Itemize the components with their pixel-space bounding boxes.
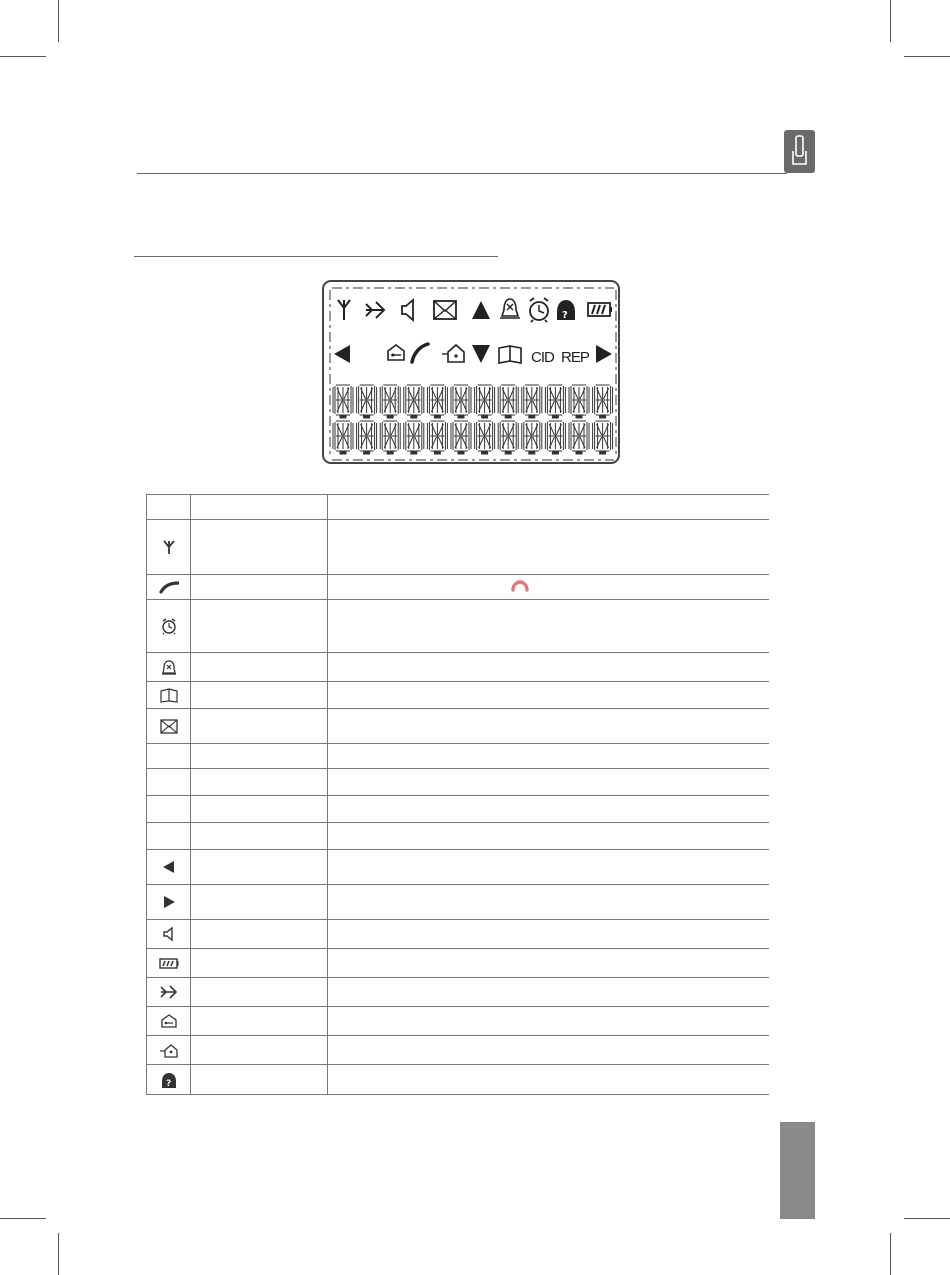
description-cell: [328, 1036, 769, 1065]
lcd-character-cell: [475, 421, 495, 454]
svg-text:?: ?: [562, 310, 568, 321]
description-cell: [328, 1065, 769, 1095]
description-cell: [328, 796, 769, 823]
table-row: [147, 600, 769, 653]
lcd-display: [322, 280, 620, 464]
right-arrow-icon: [159, 892, 179, 912]
right-arrow-icon: [596, 345, 612, 363]
svg-text:?: ?: [165, 1078, 171, 1089]
name-cell: [191, 682, 328, 709]
crop-mark: [890, 1233, 891, 1275]
icon-cell: [147, 575, 191, 600]
lcd-character-cell: [404, 421, 424, 454]
description-cell: [328, 885, 769, 920]
alarm-icon: [530, 298, 548, 322]
name-cell: [191, 823, 328, 850]
lcd-character-cell: [427, 421, 447, 454]
lcd-character-cell: [451, 385, 471, 418]
external-call-icon: [159, 1040, 179, 1060]
icon-cell: [147, 520, 191, 575]
icon-cell: [147, 796, 191, 823]
table-row: [147, 1007, 769, 1036]
description-cell: [328, 575, 769, 600]
lcd-character-cell: [451, 421, 471, 454]
name-cell: [191, 796, 328, 823]
icon-cell: [147, 920, 191, 949]
crop-mark: [58, 1233, 59, 1275]
crop-mark: [0, 1218, 46, 1219]
speaker-icon: [402, 300, 413, 320]
description-cell: [328, 709, 769, 744]
up-arrow-icon: [472, 301, 490, 319]
lcd-character-cell: [569, 421, 589, 454]
header-name-cell: [191, 495, 328, 520]
crop-mark: [0, 56, 46, 57]
crop-mark: [58, 0, 59, 42]
header-description-cell: [328, 495, 769, 520]
name-cell: [191, 709, 328, 744]
name-cell: [191, 1065, 328, 1095]
icon-cell: [147, 600, 191, 653]
icon-cell: [147, 850, 191, 885]
table-row: [147, 744, 769, 769]
lcd-character-cell: [333, 421, 353, 454]
name-cell: [191, 885, 328, 920]
icon-cell: [147, 978, 191, 1007]
lcd-character-cell: [475, 385, 495, 418]
lcd-character-cell: [522, 421, 542, 454]
handset-icon: [412, 344, 428, 362]
handset-tab-icon: [784, 130, 815, 173]
icon-cell: [147, 1065, 191, 1095]
table-row: [147, 920, 769, 949]
signal-icon: [338, 300, 350, 320]
description-cell: [328, 850, 769, 885]
speaker-icon: [159, 924, 179, 944]
description-cell: [328, 682, 769, 709]
phonebook-icon: [499, 346, 521, 363]
crop-mark: [890, 0, 891, 42]
icon-cell: [147, 1036, 191, 1065]
phonebook-icon: [159, 685, 179, 705]
segment-display: [333, 385, 613, 454]
envelope-icon: [434, 301, 456, 319]
alarm-icon: [159, 616, 179, 636]
icon-cell: [147, 769, 191, 796]
envelope-icon: [159, 716, 179, 736]
lcd-character-cell: [498, 421, 518, 454]
lcd-character-cell: [380, 421, 400, 454]
table-row: [147, 520, 769, 575]
battery-icon: [588, 303, 612, 316]
description-cell: [328, 978, 769, 1007]
description-cell: [328, 823, 769, 850]
name-cell: [191, 1036, 328, 1065]
signal-icon: [159, 537, 179, 557]
lcd-character-cell: [357, 385, 377, 418]
intercom-icon: [159, 982, 179, 1002]
table-row: [147, 653, 769, 682]
handset-icon: [159, 577, 179, 597]
name-cell: [191, 653, 328, 682]
table-row: [147, 1036, 769, 1065]
lcd-character-cell: [545, 421, 565, 454]
lcd-character-cell: [357, 421, 377, 454]
section-rule: [134, 256, 498, 257]
lcd-icon-table: [146, 494, 769, 1095]
icon-cell: [147, 682, 191, 709]
lcd-character-cell: [522, 385, 542, 418]
description-cell: [328, 949, 769, 978]
description-cell: [328, 600, 769, 653]
internal-call-icon: [159, 1011, 179, 1031]
table-row: [147, 709, 769, 744]
description-cell: [328, 769, 769, 796]
icon-cell: [147, 823, 191, 850]
description-cell: [328, 744, 769, 769]
table-row: [147, 823, 769, 850]
name-cell: [191, 978, 328, 1007]
name-cell: [191, 600, 328, 653]
icon-cell: [147, 885, 191, 920]
description-cell: [328, 920, 769, 949]
crop-mark: [904, 1218, 950, 1219]
table-row: [147, 850, 769, 885]
ringer-off-icon: [159, 657, 179, 677]
lcd-character-cell: [380, 385, 400, 418]
description-cell: [328, 1007, 769, 1036]
lcd-character-cell: [593, 421, 613, 454]
unknown-caller-icon: [159, 1070, 179, 1090]
name-cell: [191, 769, 328, 796]
lcd-character-cell: [545, 385, 565, 418]
lcd-character-cell: [498, 385, 518, 418]
ringer-off-icon: [500, 299, 520, 318]
name-cell: [191, 850, 328, 885]
chapter-tab: [784, 130, 815, 173]
battery-icon: [159, 953, 179, 973]
header-icon-cell: [147, 495, 191, 520]
icon-cell: [147, 1007, 191, 1036]
lcd-character-cell: [404, 385, 424, 418]
lcd-character-cell: [593, 385, 613, 418]
table-row: [147, 796, 769, 823]
left-arrow-icon: [159, 857, 179, 877]
icon-cell: [147, 949, 191, 978]
unknown-caller-icon: [557, 300, 575, 321]
crop-mark: [904, 56, 950, 57]
language-side-tab: [780, 1122, 815, 1219]
name-cell: [191, 520, 328, 575]
table-row: [147, 885, 769, 920]
internal-call-icon: [388, 345, 404, 360]
description-cell: [328, 653, 769, 682]
table-row: [147, 1065, 769, 1095]
lcd-character-cell: [427, 385, 447, 418]
name-cell: [191, 744, 328, 769]
external-call-icon: [442, 345, 464, 362]
left-arrow-icon: [334, 345, 350, 363]
icon-cell: [147, 744, 191, 769]
name-cell: [191, 949, 328, 978]
rep-label: REP: [561, 349, 589, 366]
handset-inline-icon: [510, 579, 530, 593]
table-row: [147, 978, 769, 1007]
table-row: [147, 575, 769, 600]
intercom-icon: [366, 302, 384, 318]
header-rule: [137, 173, 787, 174]
table-row: [147, 769, 769, 796]
description-cell: [328, 520, 769, 575]
down-arrow-icon: [472, 345, 490, 363]
table-header-row: [147, 495, 769, 520]
icon-cell: [147, 709, 191, 744]
name-cell: [191, 1007, 328, 1036]
name-cell: [191, 920, 328, 949]
lcd-character-cell: [333, 385, 353, 418]
table-row: [147, 949, 769, 978]
table-row: [147, 682, 769, 709]
name-cell: [191, 575, 328, 600]
icon-cell: [147, 653, 191, 682]
lcd-character-cell: [569, 385, 589, 418]
cid-label: CID: [531, 349, 554, 366]
